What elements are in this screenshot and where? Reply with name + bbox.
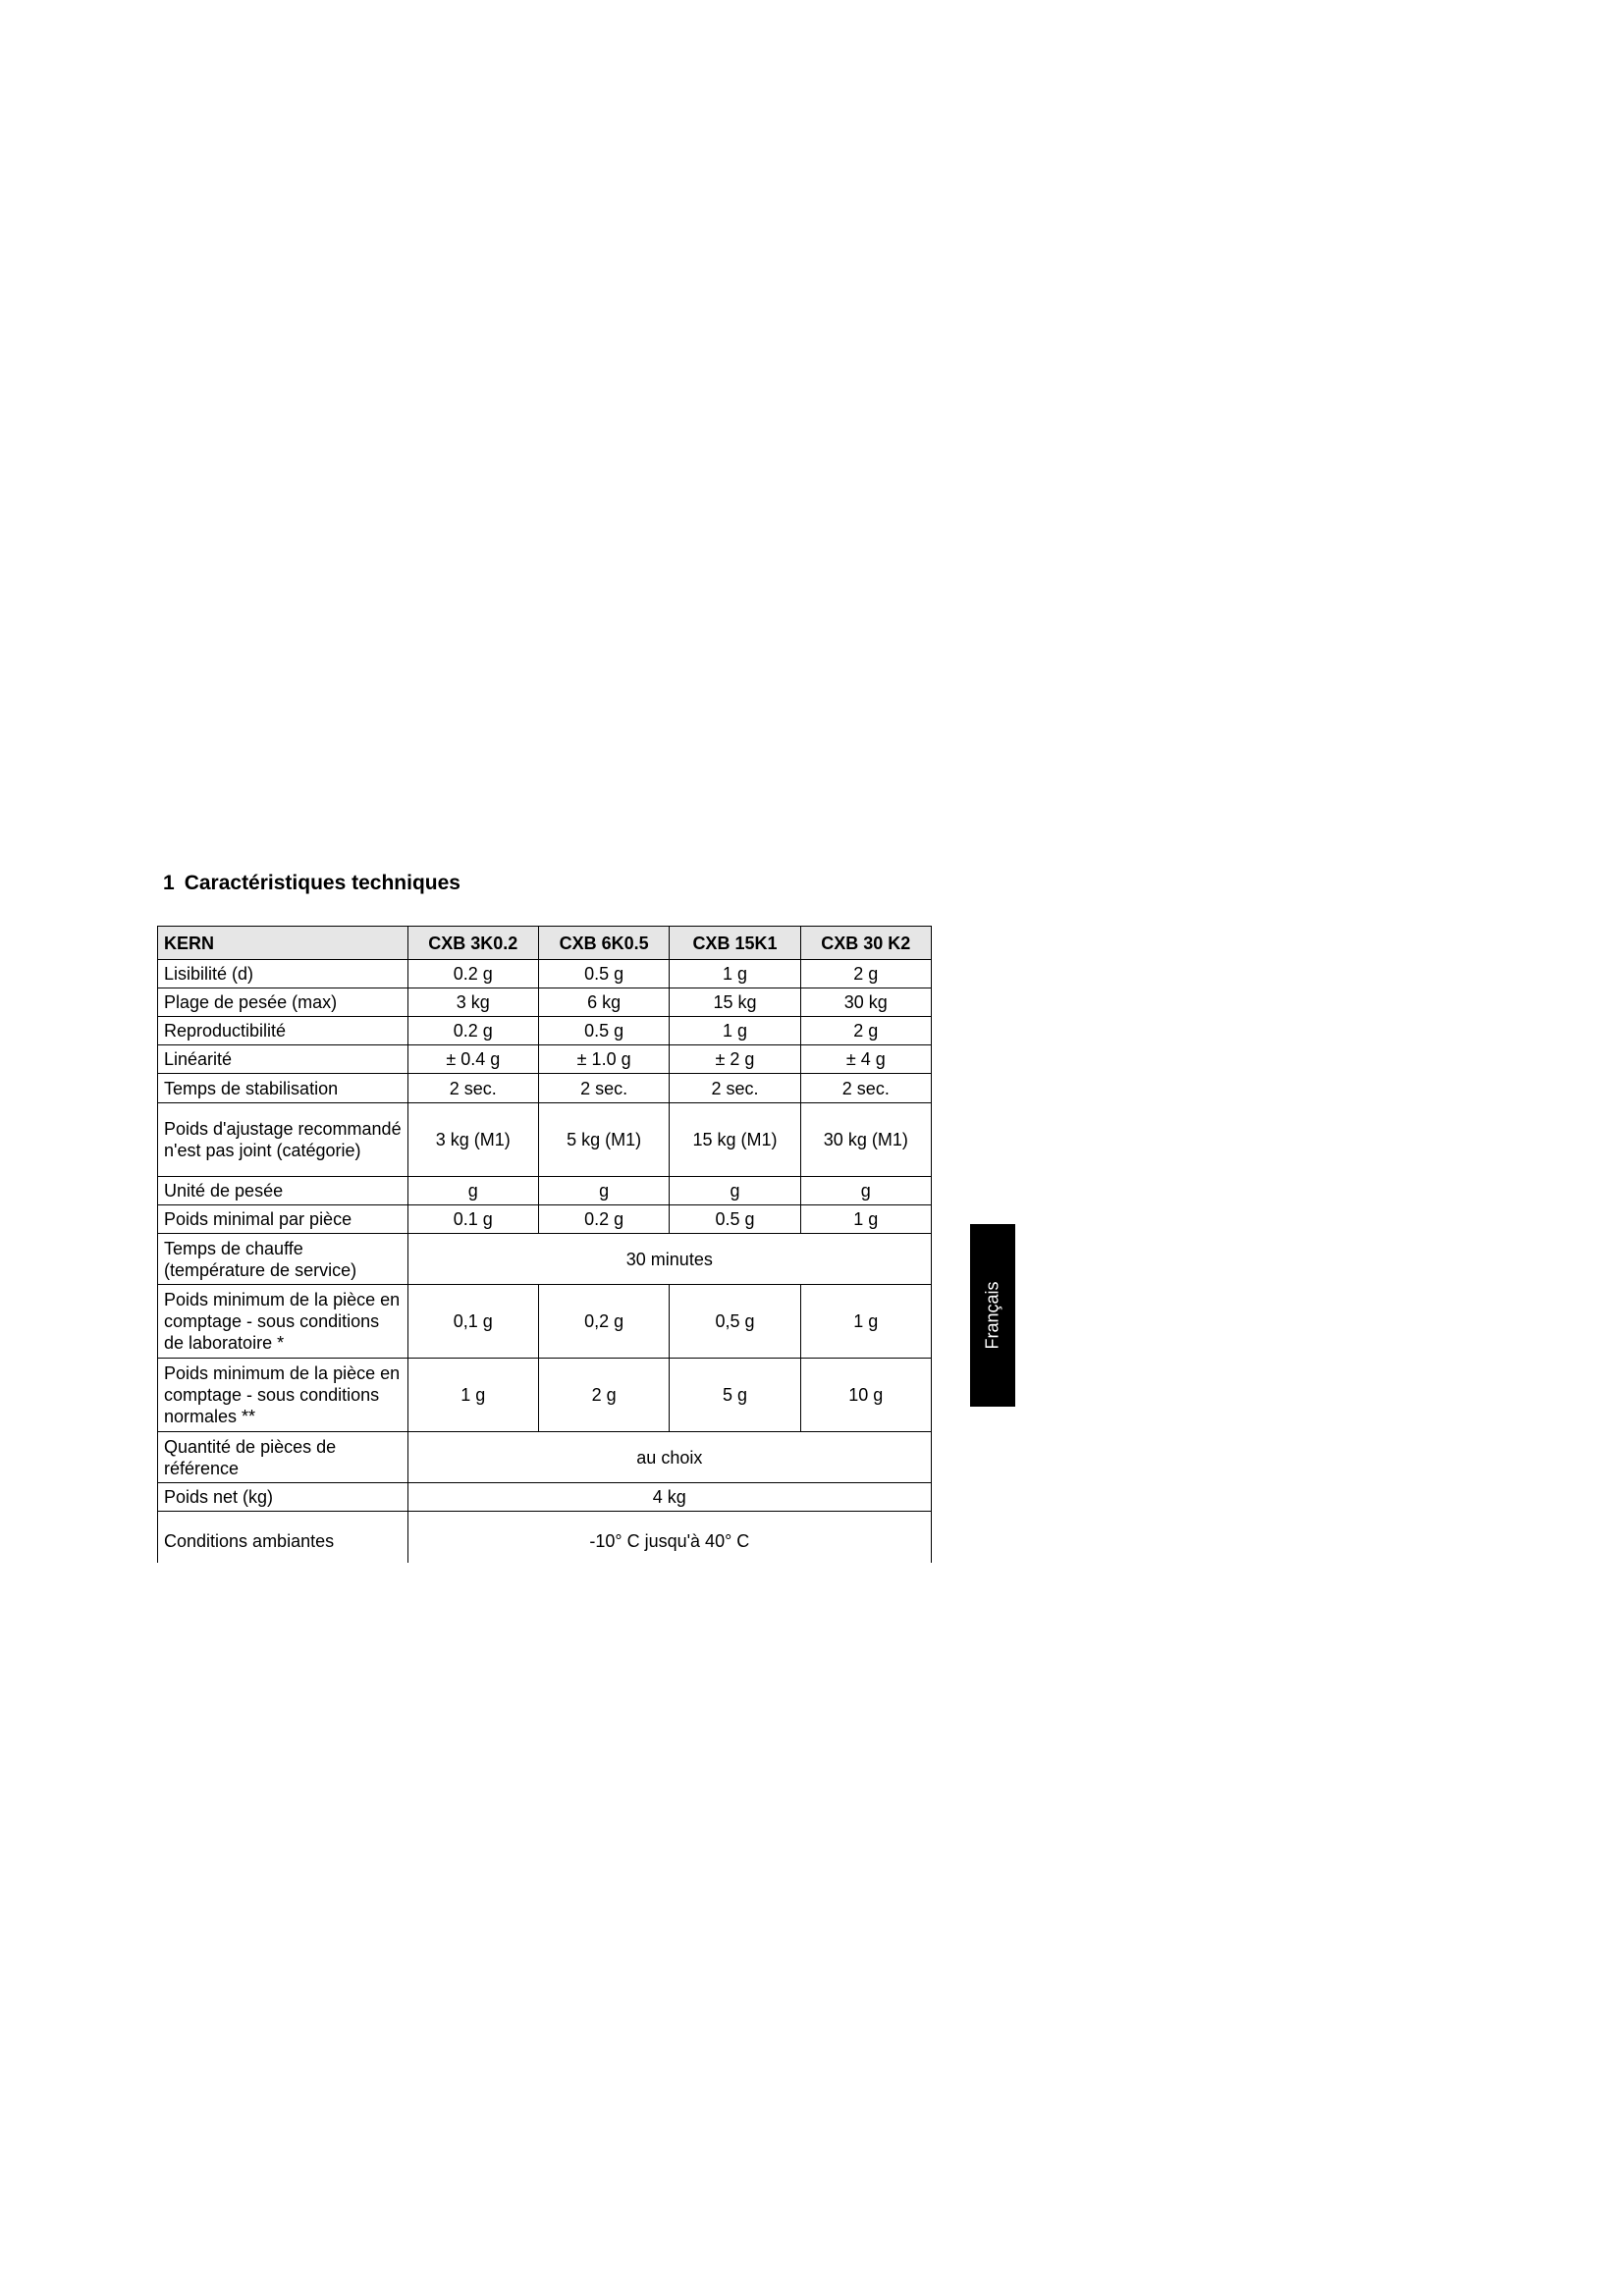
value-cell: 0.2 g [407,960,538,988]
value-cell: 3 kg (M1) [407,1103,538,1177]
value-cell: 0.2 g [407,1017,538,1045]
table-row [158,1512,932,1564]
value-cell: 5 g [670,1359,800,1432]
value-cell: 2 sec. [538,1074,669,1103]
header-cell-model: CXB 15K1 [670,927,800,960]
table-row [158,1017,932,1045]
table-row [158,1045,932,1074]
value-cell: ± 0.4 g [407,1045,538,1074]
value-cell: 6 kg [538,988,669,1017]
value-cell: 15 kg [670,988,800,1017]
value-cell: 1 g [670,1017,800,1045]
value-cell: 0.1 g [407,1205,538,1234]
merged-value-cell: 4 kg [407,1483,931,1512]
value-cell: 2 g [800,960,931,988]
value-cell: g [407,1177,538,1205]
value-cell: 0.5 g [538,960,669,988]
header-cell-model: CXB 6K0.5 [538,927,669,960]
table-row [158,1234,932,1285]
row-label: Reproductibilité [158,1017,408,1045]
header-cell-model: CXB 30 K2 [800,927,931,960]
value-cell: 1 g [670,960,800,988]
language-tab [970,1224,1015,1407]
row-label: Poids d'ajustage recommandé n'est pas joint (catégorie) [158,1103,408,1177]
value-cell: 2 sec. [670,1074,800,1103]
value-cell: 2 g [800,1017,931,1045]
value-cell: ± 1.0 g [538,1045,669,1074]
section-number: 1 [163,872,175,894]
header-cell-model: CXB 3K0.2 [407,927,538,960]
header-cell-brand: KERN [158,927,408,960]
value-cell: g [538,1177,669,1205]
value-cell: 5 kg (M1) [538,1103,669,1177]
spec-table [157,926,932,1563]
value-cell: g [800,1177,931,1205]
table-row [158,1483,932,1512]
section-heading [163,872,460,895]
value-cell: 0.2 g [538,1205,669,1234]
value-cell: 1 g [407,1359,538,1432]
value-cell: 0,5 g [670,1285,800,1359]
value-cell: 1 g [800,1205,931,1234]
table-row [158,1177,932,1205]
table-row [158,1359,932,1432]
row-label: Poids net (kg) [158,1483,408,1512]
table-row [158,1205,932,1234]
table-row [158,960,932,988]
table-row [158,988,932,1017]
value-cell: ± 2 g [670,1045,800,1074]
table-row [158,1074,932,1103]
table-row [158,1285,932,1359]
row-label: Linéarité [158,1045,408,1074]
value-cell: 2 g [538,1359,669,1432]
value-cell: 1 g [800,1285,931,1359]
row-label: Lisibilité (d) [158,960,408,988]
value-cell: 30 kg (M1) [800,1103,931,1177]
spec-table-container [157,926,933,1563]
table-row [158,1432,932,1483]
value-cell: 0.5 g [670,1205,800,1234]
merged-value-cell: -10° C jusqu'à 40° C [407,1512,931,1564]
value-cell: 2 sec. [407,1074,538,1103]
merged-value-cell: 30 minutes [407,1234,931,1285]
row-label: Poids minimum de la pièce en comptage - sous conditions normales ** [158,1359,408,1432]
row-label: Conditions ambiantes [158,1512,408,1564]
row-label: Poids minimal par pièce [158,1205,408,1234]
value-cell: 15 kg (M1) [670,1103,800,1177]
table-header-row [158,927,932,960]
merged-value-cell: au choix [407,1432,931,1483]
value-cell: 0,2 g [538,1285,669,1359]
table-body [158,960,932,1564]
row-label: Temps de stabilisation [158,1074,408,1103]
value-cell: 2 sec. [800,1074,931,1103]
value-cell: 3 kg [407,988,538,1017]
row-label: Poids minimum de la pièce en comptage - sous conditions de laboratoire * [158,1285,408,1359]
table-row [158,1103,932,1177]
value-cell: 0.5 g [538,1017,669,1045]
value-cell: 30 kg [800,988,931,1017]
row-label: Plage de pesée (max) [158,988,408,1017]
row-label: Temps de chauffe (température de service) [158,1234,408,1285]
row-label: Quantité de pièces de référence [158,1432,408,1483]
section-title: Caractéristiques techniques [184,872,460,894]
value-cell: 0,1 g [407,1285,538,1359]
value-cell: 10 g [800,1359,931,1432]
row-label: Unité de pesée [158,1177,408,1205]
language-tab-label: Français [982,1281,1002,1350]
value-cell: g [670,1177,800,1205]
value-cell: ± 4 g [800,1045,931,1074]
